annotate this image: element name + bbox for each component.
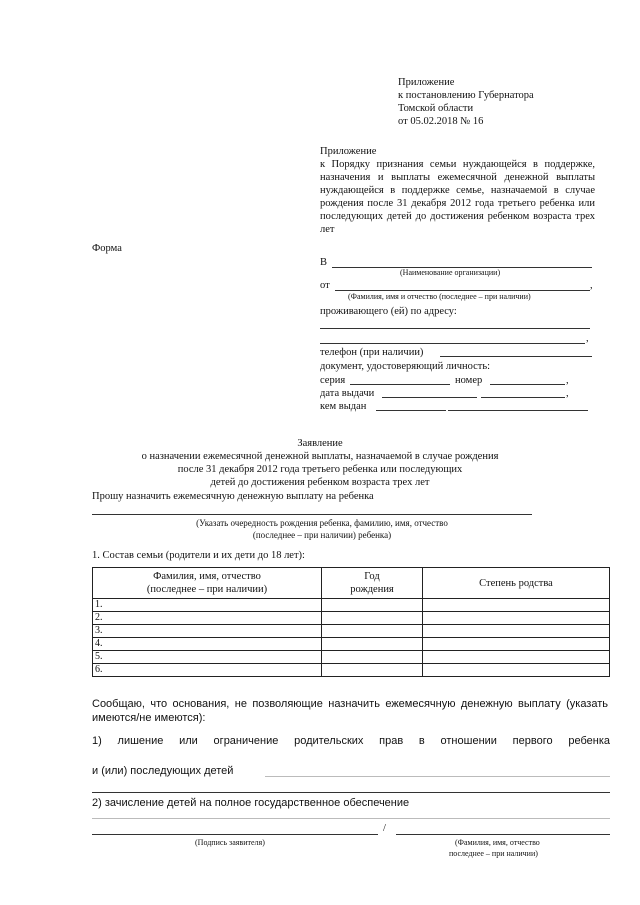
to-prefix: В bbox=[320, 257, 328, 268]
table-row bbox=[93, 612, 610, 625]
appendix-line: от 05.02.2018 № 16 bbox=[398, 116, 484, 127]
series-label: серия bbox=[320, 375, 346, 386]
row-number[interactable]: 1. bbox=[93, 599, 322, 612]
year-cell[interactable] bbox=[322, 638, 423, 651]
col-year-header: Год рождения bbox=[322, 568, 423, 599]
row-number[interactable]: 4. bbox=[93, 638, 322, 651]
request-text: Прошу назначить ежемесячную денежную выплату на ребенка bbox=[92, 491, 374, 502]
address-field-2[interactable] bbox=[320, 343, 585, 344]
signature-fio-hint: последнее – при наличии) bbox=[449, 849, 538, 858]
table-row bbox=[93, 651, 610, 664]
year-cell[interactable] bbox=[322, 612, 423, 625]
table-row bbox=[93, 599, 610, 612]
issued-by-field-2[interactable] bbox=[448, 410, 588, 411]
appendix-block bbox=[398, 76, 534, 128]
fio-hint: (Фамилия, имя и отчество (последнее – при наличии) bbox=[348, 292, 531, 301]
ground-1-field-2[interactable] bbox=[92, 792, 610, 793]
table-header-row bbox=[93, 568, 610, 599]
signature-field[interactable] bbox=[92, 834, 378, 835]
fio-field[interactable] bbox=[335, 290, 590, 291]
form-label: Форма bbox=[92, 243, 122, 254]
appendix-line: Томской области bbox=[398, 103, 474, 114]
heading-line: после 31 декабря 2012 года третьего ребенка или последующих bbox=[177, 464, 463, 475]
year-cell[interactable] bbox=[322, 599, 423, 612]
appendix-title: Приложение bbox=[320, 146, 377, 157]
issue-date-field-2[interactable] bbox=[481, 397, 565, 398]
org-hint: (Наименование организации) bbox=[400, 268, 501, 277]
grounds-text: Сообщаю, что основания, не позволяющие назначить ежемесячную денежную выплату (указать имеются/не имеются): bbox=[92, 698, 608, 724]
doc-label: документ, удостоверяющий личность: bbox=[320, 361, 491, 372]
year-cell[interactable] bbox=[322, 625, 423, 638]
signature-fio-hint: (Фамилия, имя, отчество bbox=[455, 838, 540, 847]
document-title: Заявление bbox=[297, 438, 343, 449]
phone-label: телефон (при наличии) bbox=[320, 347, 424, 358]
from-prefix: от bbox=[320, 280, 330, 291]
issue-date-label: дата выдачи bbox=[320, 388, 375, 399]
ground-2-text: 2) зачисление детей на полное государственное обеспечение bbox=[92, 797, 410, 809]
table-row bbox=[93, 664, 610, 677]
relation-cell[interactable] bbox=[423, 664, 610, 677]
child-hint: (Указать очередность рождения ребенка, фамилию, имя, отчество bbox=[196, 518, 448, 528]
row-number[interactable]: 2. bbox=[93, 612, 322, 625]
heading-line: детей до достижения ребенком возраста трех лет bbox=[210, 477, 430, 488]
number-label: номер bbox=[455, 375, 483, 386]
row-number[interactable]: 5. bbox=[93, 651, 322, 664]
signature-slash: / bbox=[383, 823, 386, 834]
number-field[interactable] bbox=[490, 384, 565, 385]
family-title: 1. Состав семьи (родители и их дети до 18 лет): bbox=[92, 550, 305, 561]
address-label: проживающего (ей) по адресу: bbox=[320, 306, 457, 317]
ground-1-field[interactable] bbox=[265, 776, 610, 777]
child-field[interactable] bbox=[92, 514, 532, 515]
col-fio-header: Фамилия, имя, отчество (последнее – при наличии) bbox=[93, 568, 322, 599]
issued-by-field-1[interactable] bbox=[376, 410, 446, 411]
series-field[interactable] bbox=[350, 384, 450, 385]
col-relation-header: Степень родства bbox=[423, 568, 610, 599]
row-number[interactable]: 3. bbox=[93, 625, 322, 638]
phone-field[interactable] bbox=[440, 356, 592, 357]
ground-1-text-cont: и (или) последующих детей bbox=[92, 765, 234, 777]
year-cell[interactable] bbox=[322, 651, 423, 664]
row-number[interactable]: 6. bbox=[93, 664, 322, 677]
relation-cell[interactable] bbox=[423, 638, 610, 651]
child-hint: (последнее – при наличии) ребенка) bbox=[252, 530, 392, 540]
relation-cell[interactable] bbox=[423, 651, 610, 664]
heading-line: о назначении ежемесячной денежной выплаты, назначаемой в случае рождения bbox=[141, 451, 499, 462]
appendix-line: Приложение bbox=[398, 77, 455, 88]
ground-2-field[interactable] bbox=[92, 818, 610, 819]
relation-cell[interactable] bbox=[423, 612, 610, 625]
relation-cell[interactable] bbox=[423, 599, 610, 612]
ground-1-text: 1) лишение или ограничение родительских прав в отношении первого ребенка bbox=[92, 735, 610, 747]
signature-fio-field[interactable] bbox=[396, 834, 610, 835]
issued-by-label: кем выдан bbox=[320, 401, 367, 412]
year-cell[interactable] bbox=[322, 664, 423, 677]
appendix-text: к Порядку признания семьи нуждающейся в поддержке, назначения и выплаты ежемесячной денежной выплаты нуждающейся в поддержке семье, назначаемой в случае рождения после 31 декабря 2012 года третьего ребенка или последующих детей до достижения ребенком возраста трех лет bbox=[320, 159, 595, 235]
family-table bbox=[92, 567, 610, 677]
address-field-1[interactable] bbox=[320, 328, 590, 329]
table-row bbox=[93, 638, 610, 651]
signature-hint: (Подпись заявителя) bbox=[195, 838, 265, 847]
issue-date-field-1[interactable] bbox=[382, 397, 477, 398]
relation-cell[interactable] bbox=[423, 625, 610, 638]
table-row bbox=[93, 625, 610, 638]
appendix-line: к постановлению Губернатора bbox=[398, 90, 534, 101]
